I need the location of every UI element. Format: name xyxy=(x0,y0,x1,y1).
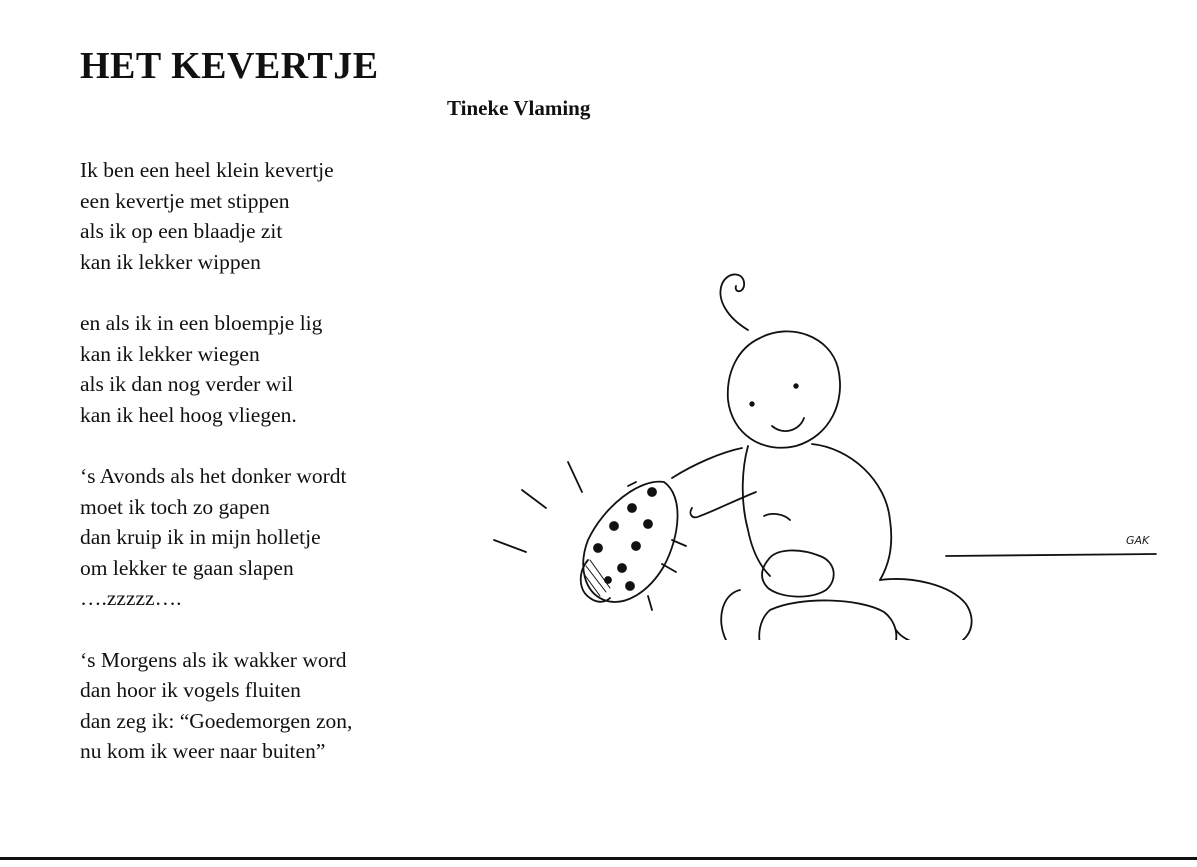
hair-curl xyxy=(720,274,748,330)
stanza-4 xyxy=(80,645,500,767)
baby-with-ladybug-illustration xyxy=(480,260,1180,640)
motion-line xyxy=(494,540,526,552)
baby-body xyxy=(812,444,891,580)
eye-right xyxy=(794,384,798,388)
poem-author: Tineke Vlaming xyxy=(447,96,591,120)
poem-body xyxy=(80,155,500,798)
ladybug-spot xyxy=(605,577,611,583)
poem-line: een kevertje met stippen xyxy=(80,188,290,213)
eye-left xyxy=(750,402,754,406)
poem-line: om lekker te gaan slapen xyxy=(80,555,294,580)
resting-hand xyxy=(762,550,834,596)
poem-line: ‘s Morgens als ik wakker word xyxy=(80,647,347,672)
poem-line: kan ik heel hoog vliegen. xyxy=(80,402,297,427)
poem-line: dan zeg ik: “Goedemorgen zon, xyxy=(80,708,353,733)
stanza-1 xyxy=(80,155,500,277)
left-leg xyxy=(721,590,778,640)
poem-line: ‘s Avonds als het donker wordt xyxy=(80,464,347,488)
ladybug-spot xyxy=(628,504,636,512)
poem-line: nu kom ik weer naar buiten” xyxy=(80,739,326,763)
floor-line xyxy=(946,554,1156,556)
ladybug-spot xyxy=(626,582,634,590)
ladybug-spot xyxy=(610,522,618,530)
ladybug-spot xyxy=(644,520,652,528)
poem-line: kan ik lekker wippen xyxy=(80,249,261,274)
poem-line: kan ik lekker wiegen xyxy=(80,341,260,366)
stanza-3 xyxy=(80,461,500,614)
motion-line xyxy=(568,462,582,492)
poem-line: als ik op een blaadje zit xyxy=(80,219,283,243)
belly-line xyxy=(764,514,790,520)
illustrator-signature: GAK xyxy=(1126,534,1150,547)
poem-line: dan hoor ik vogels fluiten xyxy=(80,678,301,702)
ladybug-spot xyxy=(618,564,626,572)
ladybug-spot xyxy=(632,542,640,550)
baby-back xyxy=(743,446,770,576)
arm-reach-lower xyxy=(690,492,756,517)
center-foot xyxy=(759,600,896,640)
arm-reach xyxy=(672,448,742,478)
poem-line: als ik dan nog verder wil xyxy=(80,372,294,396)
poem-line: ….zzzzz…. xyxy=(80,586,182,610)
poem-title: HET KEVERTJE xyxy=(80,45,379,87)
motion-line xyxy=(522,490,546,508)
ladybug-spot xyxy=(648,488,656,496)
stanza-2 xyxy=(80,308,500,430)
poem-line: en als ik in een bloempje lig xyxy=(80,311,323,335)
right-foot xyxy=(880,579,972,640)
poem-line: dan kruip ik in mijn holletje xyxy=(80,525,321,549)
poem-line: Ik ben een heel klein kevertje xyxy=(80,158,334,182)
poem-line: moet ik toch zo gapen xyxy=(80,494,270,519)
ladybug-spot xyxy=(594,544,602,552)
bottom-border xyxy=(0,857,1197,860)
smile xyxy=(772,418,804,431)
